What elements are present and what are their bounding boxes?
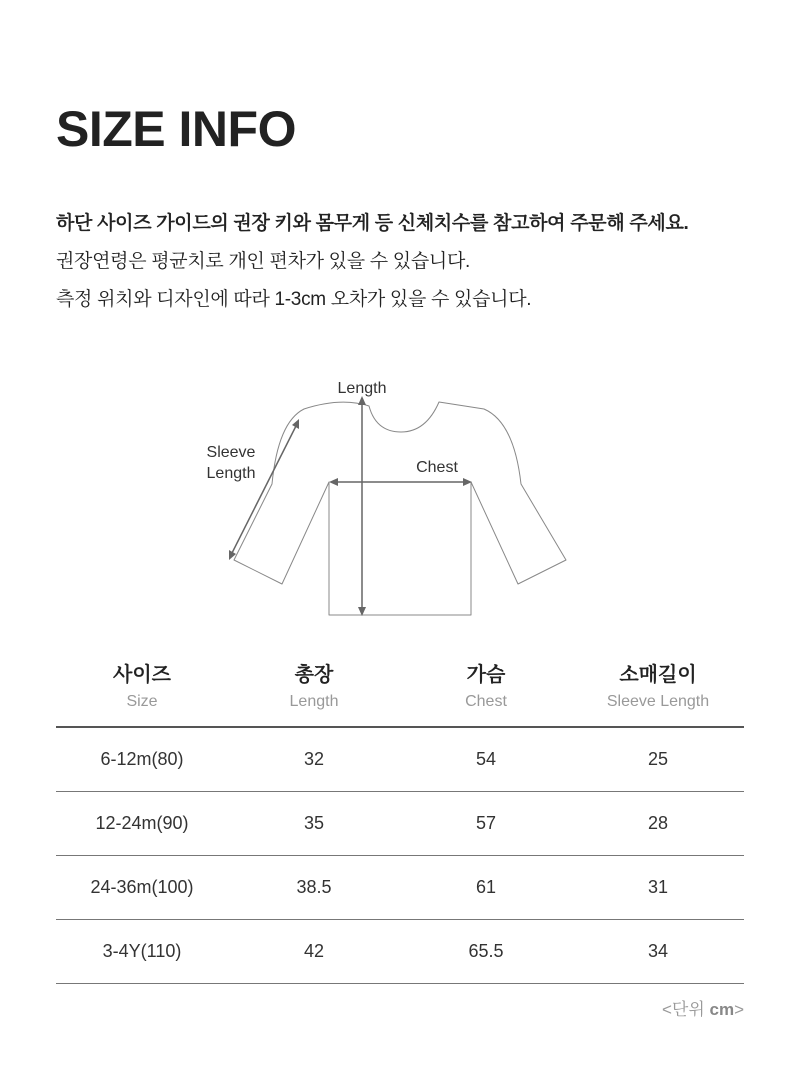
header-chest-ko: 가슴	[466, 664, 506, 686]
page-title: SIZE INFO	[56, 101, 296, 157]
size-notes	[56, 205, 756, 319]
cell-size: 6-12m(80)	[56, 727, 228, 792]
header-length-en: Length	[289, 693, 339, 710]
cell-chest: 61	[400, 856, 572, 920]
cell-sleeve-length: 28	[572, 792, 744, 856]
note-measurement-error: 측정 위치와 디자인에 따라 1-3cm 오차가 있을 수 있습니다.	[56, 289, 532, 310]
cell-length: 35	[228, 792, 400, 856]
cell-sleeve-length: 34	[572, 920, 744, 984]
table-row	[56, 920, 744, 984]
table-header-row	[56, 648, 744, 727]
header-chest	[400, 648, 572, 727]
chest-arrow-head-left	[329, 478, 338, 486]
cell-chest: 54	[400, 727, 572, 792]
cell-sleeve-length: 25	[572, 727, 744, 792]
unit-note	[662, 995, 744, 1020]
sleeve-label-line2: Length	[206, 465, 256, 482]
header-size	[56, 648, 228, 727]
header-sleeve-length-ko: 소매길이	[619, 664, 697, 686]
note-age-deviation: 권장연령은 평균치로 개인 편차가 있을 수 있습니다.	[56, 251, 470, 272]
note-order-guide: 하단 사이즈 가이드의 권장 키와 몸무게 등 신체치수를 참고하여 주문해 주세요.	[56, 213, 689, 234]
sleeve-label-line1: Sleeve	[206, 444, 256, 461]
garment-measurement-diagram	[196, 372, 596, 622]
length-label: Length	[337, 380, 387, 397]
size-table	[56, 648, 744, 984]
header-length-ko: 총장	[294, 664, 334, 686]
cell-length: 38.5	[228, 856, 400, 920]
table-row	[56, 727, 744, 792]
unit-suffix: >	[734, 1000, 744, 1019]
length-arrow-head-top	[358, 396, 366, 405]
cell-sleeve-length: 31	[572, 856, 744, 920]
cell-size: 3-4Y(110)	[56, 920, 228, 984]
table-row	[56, 792, 744, 856]
table-row	[56, 856, 744, 920]
cell-length: 32	[228, 727, 400, 792]
chest-label: Chest	[416, 459, 458, 476]
header-sleeve-length-en: Sleeve Length	[606, 693, 710, 710]
cell-size: 24-36m(100)	[56, 856, 228, 920]
header-size-ko: 사이즈	[113, 664, 171, 686]
cell-length: 42	[228, 920, 400, 984]
header-size-en: Size	[126, 693, 158, 710]
cell-chest: 57	[400, 792, 572, 856]
cell-chest: 65.5	[400, 920, 572, 984]
header-chest-en: Chest	[465, 693, 507, 710]
garment-outline	[234, 402, 566, 615]
header-sleeve-length	[572, 648, 744, 727]
unit-value: cm	[709, 1000, 735, 1019]
cell-size: 12-24m(90)	[56, 792, 228, 856]
header-length	[228, 648, 400, 727]
unit-prefix: <단위	[661, 1000, 710, 1019]
